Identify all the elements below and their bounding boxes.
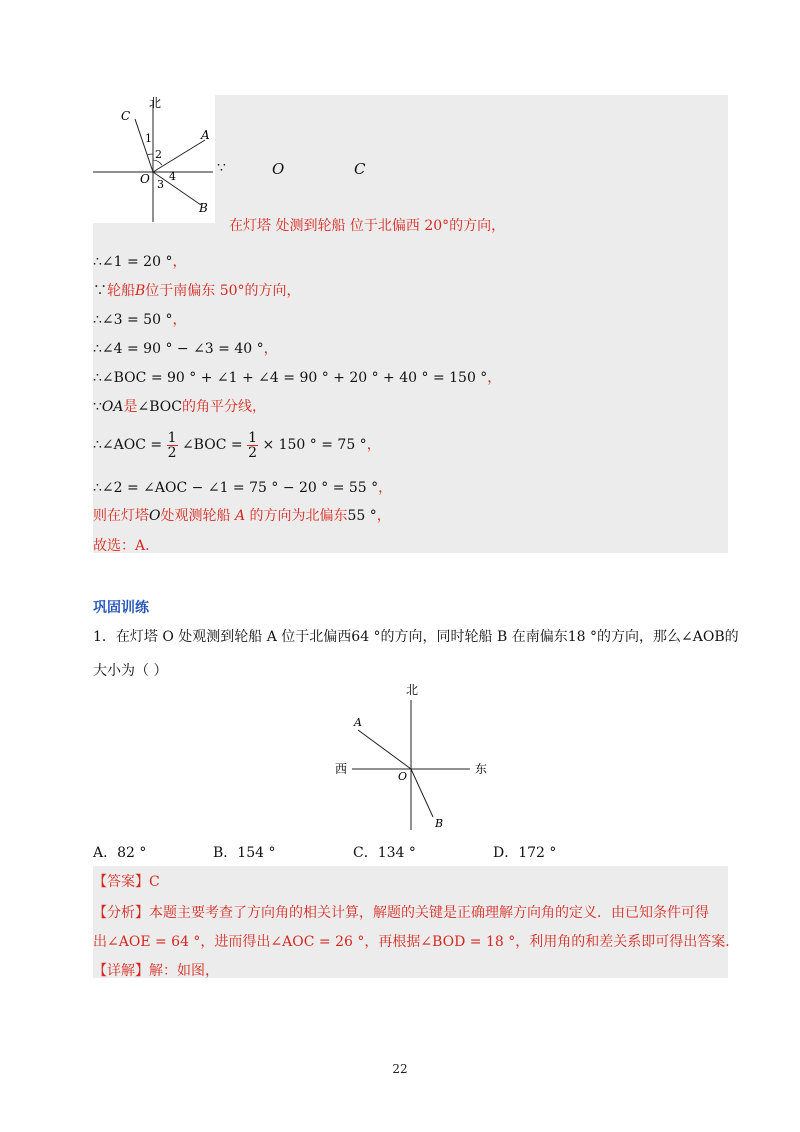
line8-math: ∴∠2 = ∠AOC − ∠1 = 75 ° − 20 ° = 55 ° [93, 480, 379, 496]
solution-line-8 [93, 479, 392, 497]
question-line-1: 1．在灯塔 O 处观测到轮船 A 位于北偏西64 °的方向，同时轮船 B 在南偏东18 °的方向，那么∠AOB的 [93, 629, 739, 645]
choice-c: C．134 ° [353, 845, 416, 861]
header-because: ∵ [217, 160, 226, 176]
question-diagram [320, 680, 490, 835]
line2-text-a: 轮船 [107, 283, 135, 299]
line2-because: ∵ [93, 283, 107, 299]
choice-b: B．154 ° [213, 845, 276, 861]
line7-end: ， [366, 437, 381, 453]
solution-line-4 [93, 340, 278, 358]
q-diagram-label-east: 东 [475, 762, 488, 776]
line7-fraction-1-num: 1 [167, 429, 177, 446]
answer-line [93, 873, 160, 891]
line6-angle: ∠BOC [137, 399, 182, 415]
diagram-label-3: 3 [157, 178, 164, 191]
line5-math: ∴∠BOC = 90 ° + ∠1 + ∠4 = 90 ° + 20 ° + 40 ° = 150 ° [93, 370, 488, 386]
q-diagram-label-west: 西 [335, 762, 348, 776]
q-diagram-label-a: A [354, 716, 362, 729]
diagram-label-2: 2 [155, 148, 162, 161]
detail-text: 解：如图， [149, 963, 219, 979]
q-diagram-label-o: O [398, 770, 408, 783]
answer-tag: 【答案】 [93, 874, 149, 890]
line6-text-b: 是 [123, 399, 138, 415]
line9-text-e: 的方向为北偏东 [245, 508, 348, 524]
page-number: 22 [392, 1062, 408, 1076]
analysis-line-1: 【分析】本题主要考查了方向角的相关计算，解题的关键是正确理解方向角的定义．由已知条件可得 [93, 905, 709, 921]
line2-point-b: B [135, 283, 146, 299]
diagram-label-o: O [140, 172, 150, 186]
header-point-c: C [354, 160, 366, 178]
line7-math-a: ∴∠AOC = [93, 437, 163, 453]
q-diagram-label-north: 北 [406, 683, 419, 697]
line6-because: ∵ [93, 399, 102, 415]
line3-end: ， [172, 312, 187, 328]
line7-fraction-1-den: 2 [167, 444, 177, 461]
question-line-2: 大小为（ ） [93, 663, 168, 679]
solution-line-1 [93, 253, 186, 271]
line7-fraction-1 [167, 431, 178, 460]
header-point-o: O [272, 160, 285, 178]
line7-math-b: ∠BOC = [181, 437, 243, 453]
q-diagram-label-b: B [435, 817, 444, 830]
diagram-label-c: C [121, 109, 131, 123]
section-heading: 巩固训练 [93, 600, 149, 616]
line7-math-c: × 150 ° = 75 ° [262, 437, 367, 453]
solution-line-5 [93, 369, 501, 387]
solution-line-0: 在灯塔 处测到轮船 位于北偏西 20°的方向， [229, 218, 506, 234]
line9-text-c: 处观测轮船 [160, 508, 235, 524]
diagram-label-north: 北 [149, 96, 162, 110]
diagram-label-b: B [199, 201, 208, 215]
choice-a: A．82 ° [93, 845, 147, 861]
solution-line-6 [93, 398, 266, 416]
detail-line [93, 962, 219, 980]
line4-math: ∴∠4 = 90 ° − ∠3 = 40 ° [93, 341, 264, 357]
line3-math: ∴∠3 = 50 ° [93, 312, 173, 328]
detail-tag: 【详解】 [93, 963, 149, 979]
answer-value: C [149, 874, 160, 890]
solution-line-10: 故选：A. [93, 538, 150, 554]
solution-line-2 [93, 282, 301, 300]
line7-fraction-2 [247, 431, 258, 460]
line9-text-g: ， [376, 508, 391, 524]
choice-d: D．172 ° [493, 845, 557, 861]
line6-text-d: 的角平分线， [181, 399, 266, 415]
line7-fraction-2-num: 1 [248, 429, 257, 446]
line1-end: ， [172, 254, 187, 270]
solution-diagram [93, 95, 215, 223]
line8-end: ， [378, 480, 393, 496]
solution-line-7 [93, 430, 381, 460]
solution-line-3 [93, 311, 186, 329]
line4-end: ， [263, 341, 278, 357]
line9-text-a: 则在灯塔 [93, 508, 149, 524]
analysis-line-2: 出∠AOE = 64 °，进而得出∠AOC = 26 °，再根据∠BOD = 18 °，利用角的和差关系即可得出答案． [93, 934, 740, 950]
line2-text-c: 位于南偏东 50°的方向， [145, 283, 301, 299]
line9-point-o: O [149, 508, 161, 524]
line1-math: ∴∠1 = 20 ° [93, 254, 173, 270]
diagram-label-a: A [201, 128, 210, 142]
line5-end: ， [487, 370, 502, 386]
diagram-label-1: 1 [145, 132, 152, 145]
line6-oa: OA [101, 399, 124, 415]
diagram-label-4: 4 [169, 170, 176, 183]
line9-angle: 55 ° [347, 508, 377, 524]
line7-fraction-2-den: 2 [248, 444, 257, 461]
line9-point-a: A [234, 508, 246, 524]
solution-line-9 [93, 507, 391, 525]
